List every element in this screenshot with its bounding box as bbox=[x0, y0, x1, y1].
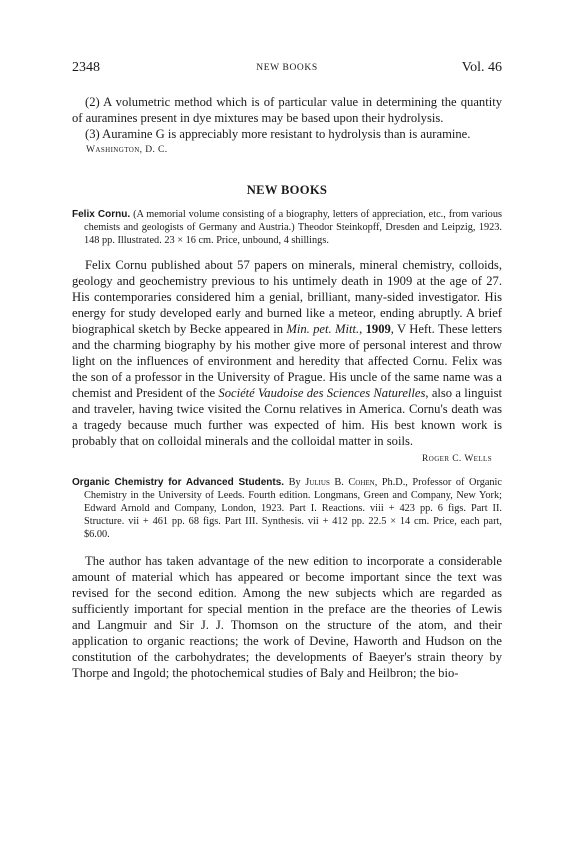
conclusion-item: (3) Auramine G is appreciably more resistant to hydrolysis than is auramine. bbox=[85, 127, 471, 141]
book-by: By bbox=[288, 477, 301, 488]
society-name: Société Vaudoise des Sciences Naturelles bbox=[218, 386, 426, 400]
book-title: Felix Cornu. bbox=[72, 209, 131, 220]
book-description: , Ph.D., Professor of Organic Chemistry in the University of Leeds. Fourth edition. Longmans, Green and Company, New York; Edward Arnold and Company, London, 1923. Part I. Reactions. viii + 423 pp. 6 figs. Part II. Structure. vii + 461 pp. 68 figs. Part III. Synthesis. vii + 412 pp. 22.5 × 14 cm. Price, each part, $6.00. bbox=[84, 477, 502, 540]
book-description: (A memorial volume consisting of a biography, letters of appreciation, etc., from various chemists and geologists of Germany and Austria.) Theodor Steinkopff, Dresden and Leipzig, 1923. 148 pp. Illustrated. 23 × 16 cm. Price, unbound, 4 shillings. bbox=[84, 209, 502, 246]
book-review-organic-chemistry: The author has taken advantage of the new edition to incorporate a considerable amount of material which has appeared or become important since the text was revised for the second edition. Among the new subjects which are regarded as sufficiently important for special mention in the preface are the theories of Lewis and Langmuir and Sir J. J. Thomson on the structure of the atom, and their application to organic reactions; the work of Devine, Haworth and Hudson on the constitution of the carbohydrates; the developments of Baeyer's strain theory by Thorpe and Ingold; the photochemical studies of Baly and Heilbron; the bio- bbox=[72, 554, 502, 680]
book-title: Organic Chemistry for Advanced Students. bbox=[72, 477, 285, 488]
book-entry-cornu bbox=[72, 208, 502, 247]
reviewer-name: Roger C. Wells bbox=[422, 454, 492, 464]
journal-name: Min. pet. Mitt. bbox=[286, 322, 360, 336]
book-entry-organic-chemistry bbox=[72, 476, 502, 541]
page-number: 2348 bbox=[72, 60, 100, 75]
conclusion-item: (2) A volumetric method which is of particular value in determining the quantity of auramines present in dye mixtures may be based upon their hydrolysis. bbox=[72, 95, 502, 125]
journal-page bbox=[72, 60, 502, 681]
review-text: Felix Cornu published about 57 papers on minerals, mineral chemistry, colloids, geology and geochemistry previous to his untimely death in 1909 at the age of 27. His contemporaries considered him a genial, brilliant, many-sided investigator. His energy for study developed early and burned like a meteor, ending abruptly. A brief biographical sketch by Becke appeared in bbox=[72, 258, 502, 336]
book-author: Julius B. Cohen bbox=[305, 477, 375, 488]
new-books-heading: NEW BOOKS bbox=[246, 183, 328, 197]
volume-label: Vol. 46 bbox=[461, 60, 502, 75]
signature-location: Washington, D. C. bbox=[86, 145, 168, 155]
conclusions-block bbox=[72, 94, 502, 142]
running-head bbox=[72, 60, 502, 82]
journal-year: 1909 bbox=[365, 322, 391, 336]
running-section-title: NEW BOOKS bbox=[256, 63, 318, 73]
review-text: , also a linguist and traveler, having twice visited the Cornu relatives in America. Cornu's death was a tragedy because much further was expected of him. His best known work is probably that on colloidal minerals and the colloidal matter in soils. bbox=[72, 386, 502, 448]
review-text: , V Heft. These letters and the charming biography by his mother give more of personal interest and throw light on the influences of environment and heredity that affected Cornu. Felix was the son of a professor in the University of Prague. His uncle of the same name was a chemist and President of the bbox=[72, 322, 503, 400]
book-review-cornu bbox=[72, 257, 502, 449]
review-separator: , bbox=[359, 322, 366, 336]
